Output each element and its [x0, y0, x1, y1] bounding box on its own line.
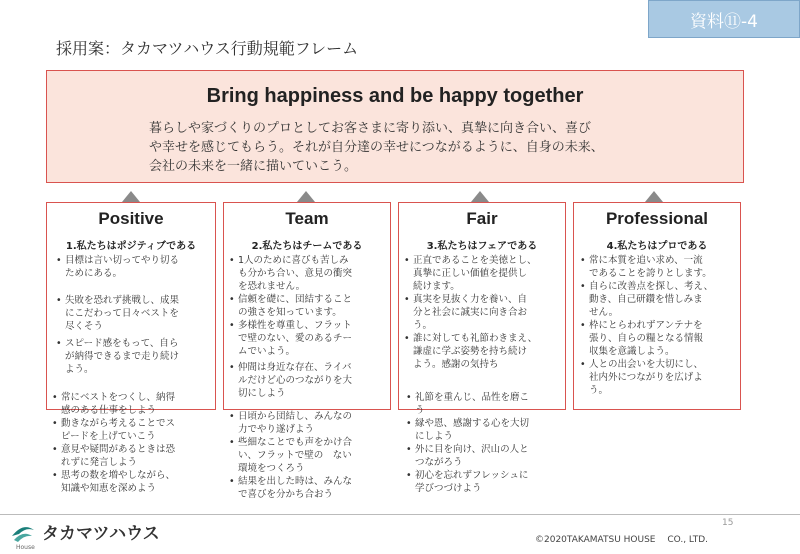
company-logo-text: タカマツハウス	[42, 524, 160, 544]
list-item: • 失敗を恐れず挑戦し、成果 にこだわって日々ベストを 尽くそう	[56, 294, 216, 333]
page-title: 採用案：タカマツハウス行動規範フレーム	[56, 39, 359, 58]
mission-banner	[46, 70, 744, 183]
list-item: • 些細なことでも声をかけ合 い、フラットで壁の ない 環境をつくろう	[229, 436, 391, 475]
value-bullets-below	[406, 391, 568, 495]
banner-text	[149, 119, 673, 176]
footer-divider	[0, 514, 800, 515]
list-item: • 1人のために喜びも苦しみ も分かち合い、意見の衝突 を恐れません。	[229, 254, 389, 293]
arrow-up-icon	[297, 191, 315, 202]
value-title: Team	[285, 209, 329, 228]
document-tag: 資料⑪-4	[648, 0, 800, 38]
list-item: • 仲間は身近な存在、ライバ ルだけど心のつながりを大 切にしよう	[229, 361, 389, 400]
value-subtitle: 1.私たちはポジティブである	[65, 241, 197, 252]
page-number: 15	[722, 518, 734, 528]
list-item: • 意見や疑問があるときは恐 れずに発言しよう	[52, 443, 218, 469]
value-subtitle: 4.私たちはプロである	[606, 241, 708, 252]
list-item: • 目標は言い切ってやり切る ためにある。	[56, 254, 216, 280]
list-item: • 正直であることを美徳とし、 真摯に正しい価値を提供し 続けます。	[404, 254, 564, 293]
company-logo-subtext: House	[16, 544, 35, 551]
arrow-up-icon	[471, 191, 489, 202]
value-bullets-inside	[229, 254, 389, 400]
value-bullets-inside	[56, 254, 216, 376]
value-title: Positive	[98, 209, 164, 228]
list-item: • 自らに改善点を探し、考え、 動き、自己研鑽を惜しみま せん。	[580, 280, 740, 319]
list-item: • 初心を忘れずフレッシュに 学びつづけよう	[406, 469, 568, 495]
list-item: • 常にベストをつくし、納得 感のある仕事をしよう	[52, 391, 218, 417]
list-item: • 真実を見抜く力を養い、自 分と社会に誠実に向き合お う。	[404, 293, 564, 332]
list-item: • 礼節を重んじ、品性を磨こ う	[406, 391, 568, 417]
list-item: • 結果を出した時は、みんな で喜びを分かち合おう	[229, 475, 391, 501]
value-bullets-below	[229, 410, 391, 501]
banner-line: 会社の未来を一緒に描いていこう。	[149, 159, 358, 174]
arrow-up-icon	[122, 191, 140, 202]
banner-headline: Bring happiness and be happy together	[206, 85, 584, 107]
list-item: • 動きながら考えることでス ピードを上げていこう	[52, 417, 218, 443]
list-item: • 外に目を向け、沢山の人と つながろう	[406, 443, 568, 469]
list-item: • 常に本質を追い求め、一流 であることを誇りとします。	[580, 254, 740, 280]
list-item: • 多様性を尊重し、フラット で壁のない、愛のあるチー ムでいよう。	[229, 319, 389, 358]
list-item: • スピード感をもって、自ら が納得できるまで走り続け よう。	[56, 337, 216, 376]
value-title: Professional	[605, 209, 709, 228]
value-title: Fair	[466, 209, 498, 228]
list-item: • 思考の数を増やしながら、 知識や知恵を深めよう	[52, 469, 218, 495]
copyright-text: ©2020TAKAMATSU HOUSE CO., LTD.	[535, 535, 708, 545]
list-item: • 縁や恩、感謝する心を大切 にしよう	[406, 417, 568, 443]
banner-line: 暮らしや家づくりのプロとしてお客さまに寄り添い、真摯に向き合い、喜び	[149, 121, 592, 136]
value-subtitle: 2.私たちはチームである	[251, 241, 363, 252]
list-item: • 誰に対しても礼節わきまえ、 謙虚に学ぶ姿勢を持ち続け よう。感謝の気持ち	[404, 332, 564, 371]
value-bullets-inside	[404, 254, 564, 371]
value-bullets-below	[52, 391, 218, 495]
list-item: • 枠にとらわれずアンテナを 張り、自らの糧となる情報 収集を意識しよう。	[580, 319, 740, 358]
list-item: • 日頃から団結し、みんなの 力でやり遂げよう	[229, 410, 391, 436]
list-item: • 信頼を礎に、団結すること の強さを知っています。	[229, 293, 389, 319]
arrow-up-icon	[645, 191, 663, 202]
value-subtitle: 3.私たちはフェアである	[426, 241, 538, 252]
banner-line: や幸せを感じてもらう。それが自分達の幸せにつながるように、自身の未来、	[149, 140, 604, 155]
value-bullets-inside	[580, 254, 740, 397]
list-item: • 人との出会いを大切にし、 社内外につながりを広げよ う。	[580, 358, 740, 397]
